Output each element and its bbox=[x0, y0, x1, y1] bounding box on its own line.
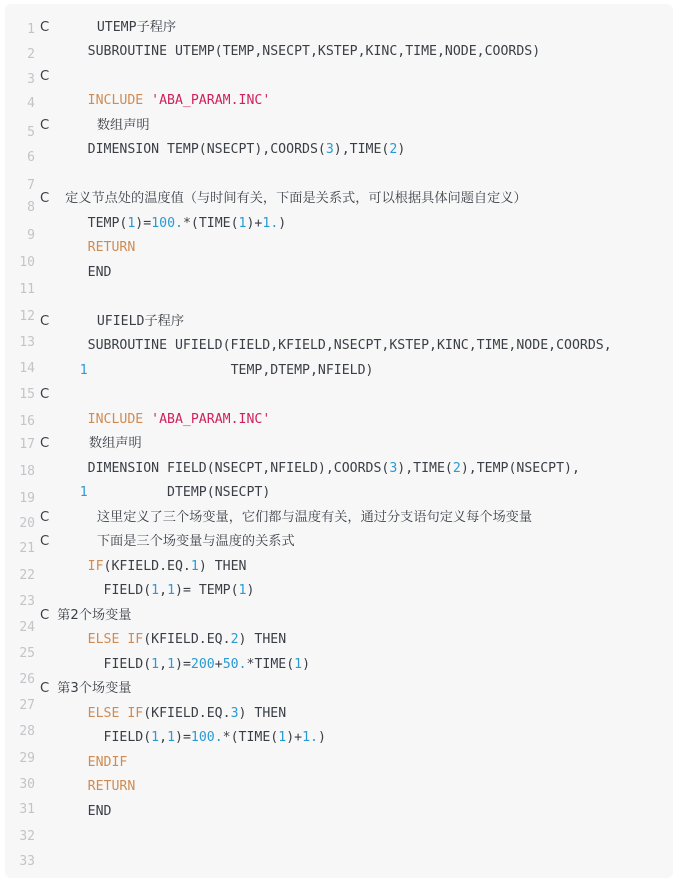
code-line bbox=[40, 412, 270, 428]
number-token: 3 bbox=[230, 706, 239, 721]
comment-marker: C bbox=[40, 510, 50, 525]
line-number: 32 bbox=[19, 829, 35, 844]
comment-marker: C bbox=[40, 436, 50, 451]
line-number: 33 bbox=[19, 854, 35, 869]
code-line bbox=[40, 755, 127, 771]
code-text: ) bbox=[397, 142, 406, 157]
code-text: (KFIELD.EQ. bbox=[103, 559, 191, 574]
keyword-token: IF bbox=[87, 559, 104, 574]
code-line bbox=[40, 706, 286, 722]
number-token: 2 bbox=[230, 632, 239, 647]
code-text: FIELD( bbox=[40, 583, 152, 598]
code-text bbox=[40, 559, 88, 574]
number-token: 3 bbox=[389, 461, 398, 476]
code-text: )= TEMP( bbox=[175, 583, 239, 598]
code-text: UFIELD bbox=[96, 314, 145, 329]
code-text: FIELD( bbox=[40, 657, 152, 672]
code-line bbox=[40, 314, 184, 330]
code-line bbox=[40, 559, 246, 575]
code-line bbox=[40, 730, 326, 746]
code-text: (KFIELD.EQ. bbox=[143, 706, 231, 721]
line-number: 26 bbox=[19, 672, 35, 687]
comment-marker: C bbox=[40, 69, 50, 84]
number-token: 1 bbox=[238, 216, 247, 231]
line-number: 8 bbox=[27, 200, 35, 215]
number-token: 100. bbox=[151, 216, 183, 231]
code-text: *TIME( bbox=[246, 657, 295, 672]
number-token: 2 bbox=[389, 142, 398, 157]
code-line bbox=[40, 804, 111, 820]
keyword-token: ENDIF bbox=[87, 755, 128, 770]
keyword-token: INCLUDE bbox=[87, 412, 144, 427]
code-line bbox=[40, 461, 580, 477]
code-text bbox=[49, 681, 57, 696]
code-text bbox=[49, 118, 97, 133]
line-number: 4 bbox=[27, 96, 35, 111]
line-number: 13 bbox=[19, 335, 35, 350]
code-line bbox=[40, 20, 176, 36]
code-text: ) bbox=[317, 730, 326, 745]
code-text: END bbox=[40, 804, 112, 819]
code-text bbox=[49, 314, 97, 329]
number-token: 100. bbox=[190, 730, 223, 745]
code-text: )= bbox=[175, 657, 191, 672]
code-text: SUBROUTINE UTEMP(TEMP,NSECPT,KSTEP,KINC,TIME,NODE,COORDS) bbox=[40, 44, 541, 59]
code-line bbox=[40, 387, 49, 403]
number-token: 50. bbox=[222, 657, 247, 672]
keyword-token: ELSE IF bbox=[87, 632, 144, 647]
line-number: 10 bbox=[19, 255, 35, 270]
code-line bbox=[40, 583, 254, 599]
number-token: 1 bbox=[167, 583, 176, 598]
code-text bbox=[40, 240, 88, 255]
code-line bbox=[40, 363, 373, 379]
keyword-token: INCLUDE bbox=[87, 93, 144, 108]
number-token: 200 bbox=[190, 657, 215, 672]
code-line bbox=[40, 44, 540, 60]
string-token: 'ABA_PARAM.INC' bbox=[151, 412, 271, 427]
code-line bbox=[40, 191, 527, 207]
line-number: 15 bbox=[19, 387, 35, 402]
code-line bbox=[40, 779, 135, 795]
line-number: 1 bbox=[27, 22, 35, 37]
code-line bbox=[40, 681, 132, 697]
number-token: 2 bbox=[452, 461, 461, 476]
line-number: 30 bbox=[19, 777, 35, 792]
code-line bbox=[40, 240, 135, 256]
line-number: 9 bbox=[27, 228, 35, 243]
code-text: )= bbox=[175, 730, 191, 745]
code-line bbox=[40, 534, 295, 550]
line-number: 3 bbox=[27, 72, 35, 87]
code-text bbox=[40, 93, 88, 108]
code-text: ),TEMP(NSECPT), bbox=[460, 461, 580, 476]
code-text: SUBROUTINE UFIELD(FIELD,KFIELD,NSECPT,KSTEP,KINC,TIME,NODE,COORDS, bbox=[40, 338, 612, 353]
code-text bbox=[49, 20, 97, 35]
code-text: ) THEN bbox=[238, 706, 287, 721]
number-token: 1 bbox=[190, 559, 199, 574]
keyword-token: RETURN bbox=[87, 240, 136, 255]
code-text bbox=[40, 755, 88, 770]
code-text: *(TIME( bbox=[222, 730, 279, 745]
line-number: 31 bbox=[19, 802, 35, 817]
code-text bbox=[49, 436, 89, 451]
code-block bbox=[5, 4, 673, 878]
line-number: 11 bbox=[19, 282, 35, 297]
line-number: 21 bbox=[19, 541, 35, 556]
line-number: 25 bbox=[19, 646, 35, 661]
code-text: ) bbox=[302, 657, 311, 672]
line-number: 29 bbox=[19, 751, 35, 766]
number-token: 1 bbox=[151, 583, 160, 598]
code-line bbox=[40, 632, 286, 648]
code-text: , bbox=[159, 730, 168, 745]
line-number: 12 bbox=[19, 309, 35, 324]
comment-marker: C bbox=[40, 314, 50, 329]
number-token: 1 bbox=[294, 657, 303, 672]
string-token: 'ABA_PARAM.INC' bbox=[151, 93, 271, 108]
code-text: DTEMP(NSECPT) bbox=[87, 485, 271, 500]
code-line bbox=[40, 142, 405, 158]
comment-marker: C bbox=[40, 118, 50, 133]
comment-marker: C bbox=[40, 534, 50, 549]
code-text: ) THEN bbox=[198, 559, 247, 574]
comment-text: 第2个场变量 bbox=[57, 608, 132, 623]
comment-text: 下面是三个场变量与温度的关系式 bbox=[96, 534, 295, 549]
code-line bbox=[40, 485, 270, 501]
line-number: 20 bbox=[19, 516, 35, 531]
number-token: 1 bbox=[151, 657, 160, 672]
code-text: , bbox=[159, 657, 168, 672]
line-number: 23 bbox=[19, 594, 35, 609]
code-text: ),TIME( bbox=[397, 461, 453, 476]
code-text: , bbox=[159, 583, 168, 598]
code-text: (KFIELD.EQ. bbox=[143, 632, 231, 647]
number-token: 1 bbox=[238, 583, 247, 598]
code-line bbox=[40, 608, 132, 624]
code-text bbox=[40, 706, 88, 721]
line-number: 16 bbox=[19, 414, 35, 429]
comment-text: 第3个场变量 bbox=[57, 681, 132, 696]
comment-text: 数组声明 bbox=[96, 118, 150, 133]
line-number: 2 bbox=[27, 47, 35, 62]
code-text: )+ bbox=[286, 730, 303, 745]
code-text bbox=[49, 534, 97, 549]
code-text: TEMP,DTEMP,NFIELD) bbox=[87, 363, 374, 378]
code-text: + bbox=[214, 657, 223, 672]
code-text bbox=[40, 485, 80, 500]
number-token: 1 bbox=[167, 657, 176, 672]
code-text: ) THEN bbox=[238, 632, 287, 647]
number-token: 1 bbox=[167, 730, 176, 745]
line-number: 7 bbox=[27, 178, 35, 193]
comment-marker: C bbox=[40, 20, 50, 35]
code-text: )+ bbox=[246, 216, 263, 231]
number-token: 1 bbox=[278, 730, 287, 745]
code-text: )= bbox=[135, 216, 152, 231]
code-text: DIMENSION TEMP(NSECPT),COORDS( bbox=[40, 142, 326, 157]
line-number: 19 bbox=[19, 491, 35, 506]
code-text: END bbox=[40, 265, 112, 280]
code-text bbox=[143, 93, 151, 108]
code-text: ),TIME( bbox=[333, 142, 390, 157]
comment-text: 子程序 bbox=[136, 20, 177, 35]
code-text bbox=[40, 412, 88, 427]
comment-marker: C bbox=[40, 608, 50, 623]
number-token: 1 bbox=[151, 730, 160, 745]
number-token: 1. bbox=[262, 216, 279, 231]
number-token: 1 bbox=[127, 216, 136, 231]
code-text bbox=[40, 779, 88, 794]
code-text: ) bbox=[278, 216, 287, 231]
code-text bbox=[40, 632, 88, 647]
number-token: 1 bbox=[79, 363, 88, 378]
comment-text: 这里定义了三个场变量，它们都与温度有关，通过分支语句定义每个场变量 bbox=[96, 510, 533, 525]
comment-marker: C bbox=[40, 681, 50, 696]
code-text bbox=[143, 412, 151, 427]
code-text bbox=[49, 510, 97, 525]
code-text: DIMENSION FIELD(NSECPT,NFIELD),COORDS( bbox=[40, 461, 390, 476]
line-number: 28 bbox=[19, 724, 35, 739]
comment-text: 子程序 bbox=[144, 314, 185, 329]
line-number: 18 bbox=[19, 464, 35, 479]
keyword-token: ELSE IF bbox=[87, 706, 144, 721]
comment-marker: C bbox=[40, 387, 50, 402]
code-text: *(TIME( bbox=[182, 216, 239, 231]
code-line bbox=[40, 69, 49, 85]
code-line bbox=[40, 93, 270, 109]
code-text bbox=[49, 191, 65, 206]
keyword-token: RETURN bbox=[87, 779, 136, 794]
code-line bbox=[40, 265, 111, 281]
code-line bbox=[40, 436, 142, 452]
line-number: 17 bbox=[19, 437, 35, 452]
code-line bbox=[40, 118, 150, 134]
code-text bbox=[40, 363, 80, 378]
comment-text: 定义节点处的温度值（与时间有关，下面是关系式，可以根据具体问题自定义） bbox=[65, 191, 527, 206]
line-number: 14 bbox=[19, 361, 35, 376]
comment-marker: C bbox=[40, 191, 50, 206]
code-text: FIELD( bbox=[40, 730, 152, 745]
comment-text: 数组声明 bbox=[88, 436, 142, 451]
code-text: ) bbox=[246, 583, 255, 598]
code-text: UTEMP bbox=[96, 20, 137, 35]
line-number: 24 bbox=[19, 620, 35, 635]
line-number: 27 bbox=[19, 698, 35, 713]
code-text: TEMP( bbox=[40, 216, 128, 231]
code-line bbox=[40, 510, 532, 526]
code-line bbox=[40, 216, 286, 232]
line-number: 6 bbox=[27, 150, 35, 165]
number-token: 3 bbox=[325, 142, 334, 157]
number-token: 1 bbox=[79, 485, 88, 500]
number-token: 1. bbox=[302, 730, 318, 745]
code-text bbox=[49, 608, 57, 623]
code-line bbox=[40, 338, 612, 354]
line-number: 22 bbox=[19, 568, 35, 583]
line-number: 5 bbox=[27, 125, 35, 140]
code-line bbox=[40, 657, 310, 673]
